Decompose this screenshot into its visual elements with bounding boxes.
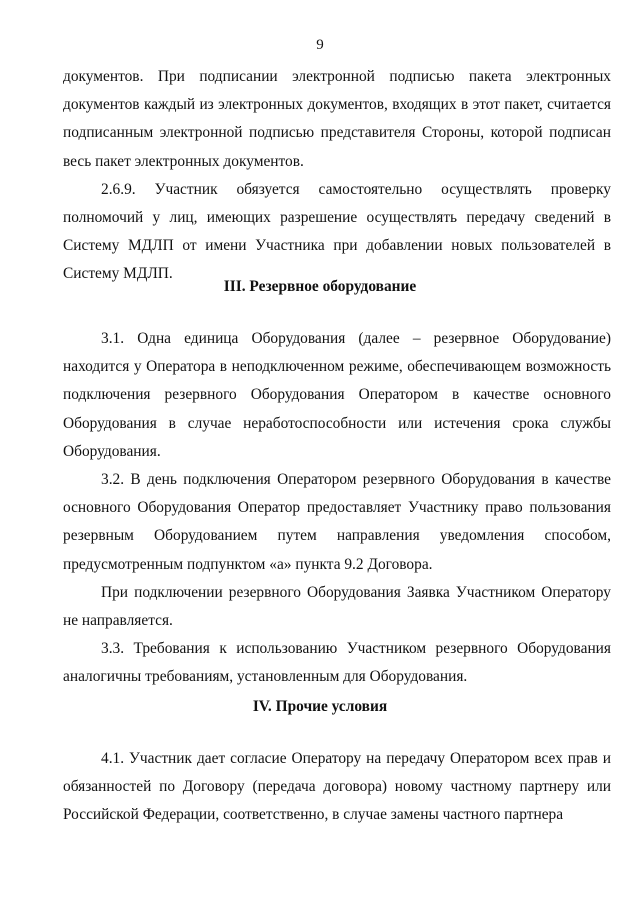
section-3-heading: III. Резервное оборудование — [223, 278, 417, 295]
page-number: 9 — [316, 37, 324, 53]
paragraph-3-2-note: При подключении резервного Оборудования Заявка Участником Оператору не направляется. — [63, 583, 611, 630]
section-4-heading: IV. Прочие условия — [252, 698, 388, 715]
paragraph-3-1: 3.1. Одна единица Оборудования (далее – резервное Оборудование) находится у Оператора в неподключенном режиме, обеспечивающем возможность подключения резервного Оборудования Оператором в качестве основного Оборудования в случае неработоспособности или истечения срока службы Оборудования. — [63, 330, 611, 460]
paragraph-continuation: документов. При подписании электронной подписью пакета электронных документов каждый из электронных документов, входящих в этот пакет, считается подписанным электронной подписью представителя Стороны, которой подписан весь пакет электронных документов. — [63, 68, 611, 170]
top-text-block — [63, 63, 611, 289]
section-3-text — [63, 325, 611, 692]
paragraph-4-1: 4.1. Участник дает согласие Оператору на передачу Оператором всех прав и обязанностей по Договору (передача договора) новому частному партнеру или Российской Федерации, соответственно, в случае замены частного партнера — [63, 750, 611, 824]
paragraph-3-3: 3.3. Требования к использованию Участником резервного Оборудования аналогичны требованиям, установленным для Оборудования. — [63, 640, 611, 686]
paragraph-2-6-9: 2.6.9. Участник обязуется самостоятельно осуществлять проверку полномочий у лиц, имеющих разрешение осуществлять передачу сведений в Систему МДЛП от имени Участника при добавлении новых пользователей в Систему МДЛП. — [63, 180, 611, 283]
section-4-text — [63, 745, 611, 830]
paragraph-3-2: 3.2. В день подключения Оператором резервного Оборудования в качестве основного Оборудования Оператор предоставляет Участнику право пользования резервным Оборудованием путем направления уведомления способом, предусмотренным подпунктом «а» пункта 9.2 Договора. — [63, 471, 611, 573]
